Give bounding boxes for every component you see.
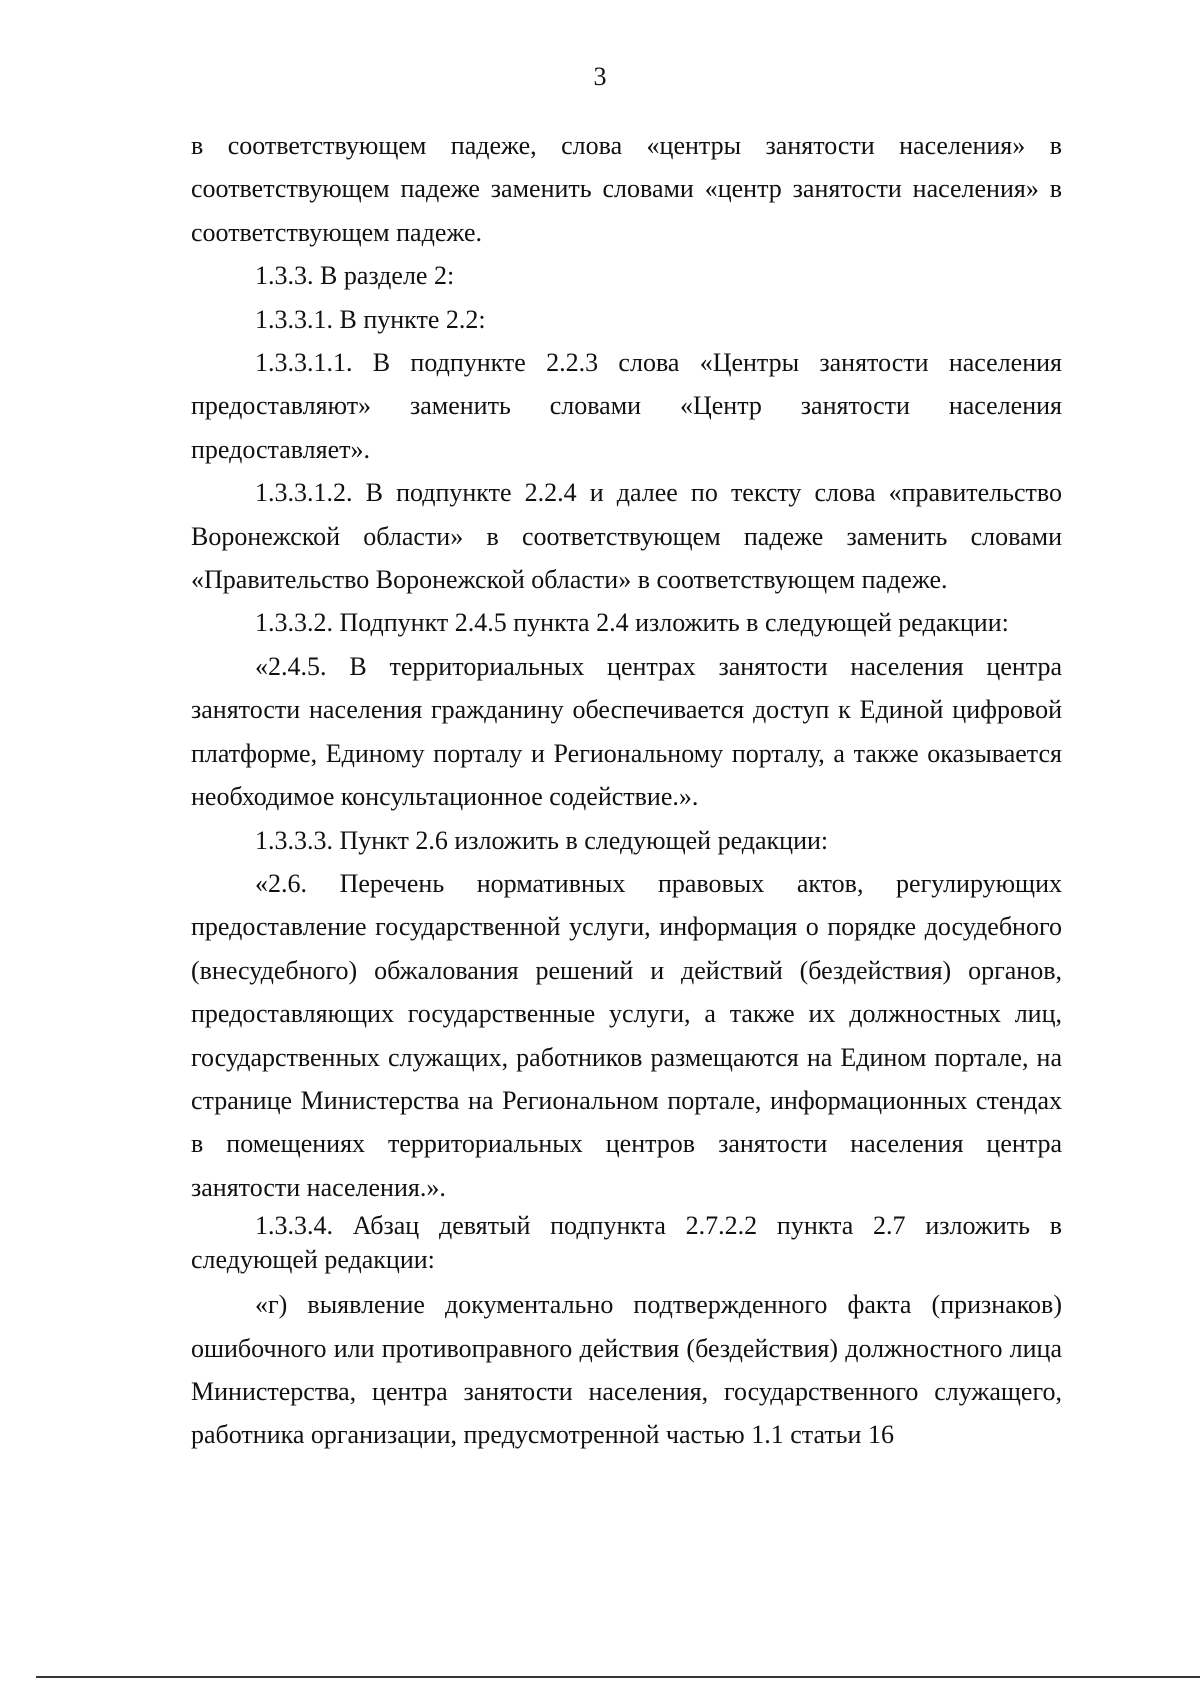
- paragraph-1-3-3-3: 1.3.3.3. Пункт 2.6 изложить в следующей редакции:: [255, 825, 829, 855]
- paragraph-quote-g: «г) выявление документально подтвержденного факта (признаков) ошибочного или противоправного действия (бездействия) должностного лица Министерства, центра занятости населения, государственного служащего, работника организации, предусмотренной частью 1.1 статьи 16: [191, 1290, 1062, 1450]
- paragraph-1-3-3-1: 1.3.3.1. В пункте 2.2:: [255, 304, 486, 334]
- page-number: 3: [593, 62, 607, 91]
- paragraph-quote-2-4-5: «2.4.5. В территориальных центрах занятости населения центра занятости населения гражданину обеспечивается доступ к Единой цифровой платформе, Единому порталу и Региональному порталу, а также оказывается необходимое консультационное содействие.».: [191, 651, 1062, 812]
- bottom-rule: [36, 1676, 1200, 1678]
- paragraph-quote-2-6: «2.6. Перечень нормативных правовых актов, регулирующих предоставление государственной услуги, информация о порядке досудебного (внесудебного) обжалования решений и действий (бездействия) органов, предоставляющих государственные услуги, а также их должностных лиц, государственных служащих, работников размещаются на Едином портале, на странице Министерства на Региональном портале, информационных стендах в помещениях территориальных центров занятости населения центра занятости населения.».: [191, 868, 1062, 1202]
- document-body: [191, 124, 1062, 1457]
- paragraph-1-3-3-2: 1.3.3.2. Подпункт 2.4.5 пункта 2.4 изложить в следующей редакции:: [255, 608, 1009, 638]
- paragraph-1-3-3-1-2: 1.3.3.1.2. В подпункте 2.2.4 и далее по тексту слова «правительство Воронежской области» в соответствующем падеже заменить словами «Правительство Воронежской области» в соответствующем падеже.: [191, 478, 1062, 595]
- paragraph-1-3-3-1-1: 1.3.3.1.1. В подпункте 2.2.3 слова «Центры занятости населения предоставляют» заменить словами «Центр занятости населения предоставляет».: [191, 348, 1062, 464]
- paragraph-continuation: в соответствующем падеже, слова «центры занятости населения» в соответствующем падеже заменить словами «центр занятости населения» в соответствующем падеже.: [191, 131, 1062, 247]
- paragraph-1-3-3-4: 1.3.3.4. Абзац девятый подпункта 2.7.2.2 пункта 2.7 изложить в следующей редакции:: [191, 1211, 1062, 1275]
- paragraph-section-1-3-3: 1.3.3. В разделе 2:: [255, 261, 455, 291]
